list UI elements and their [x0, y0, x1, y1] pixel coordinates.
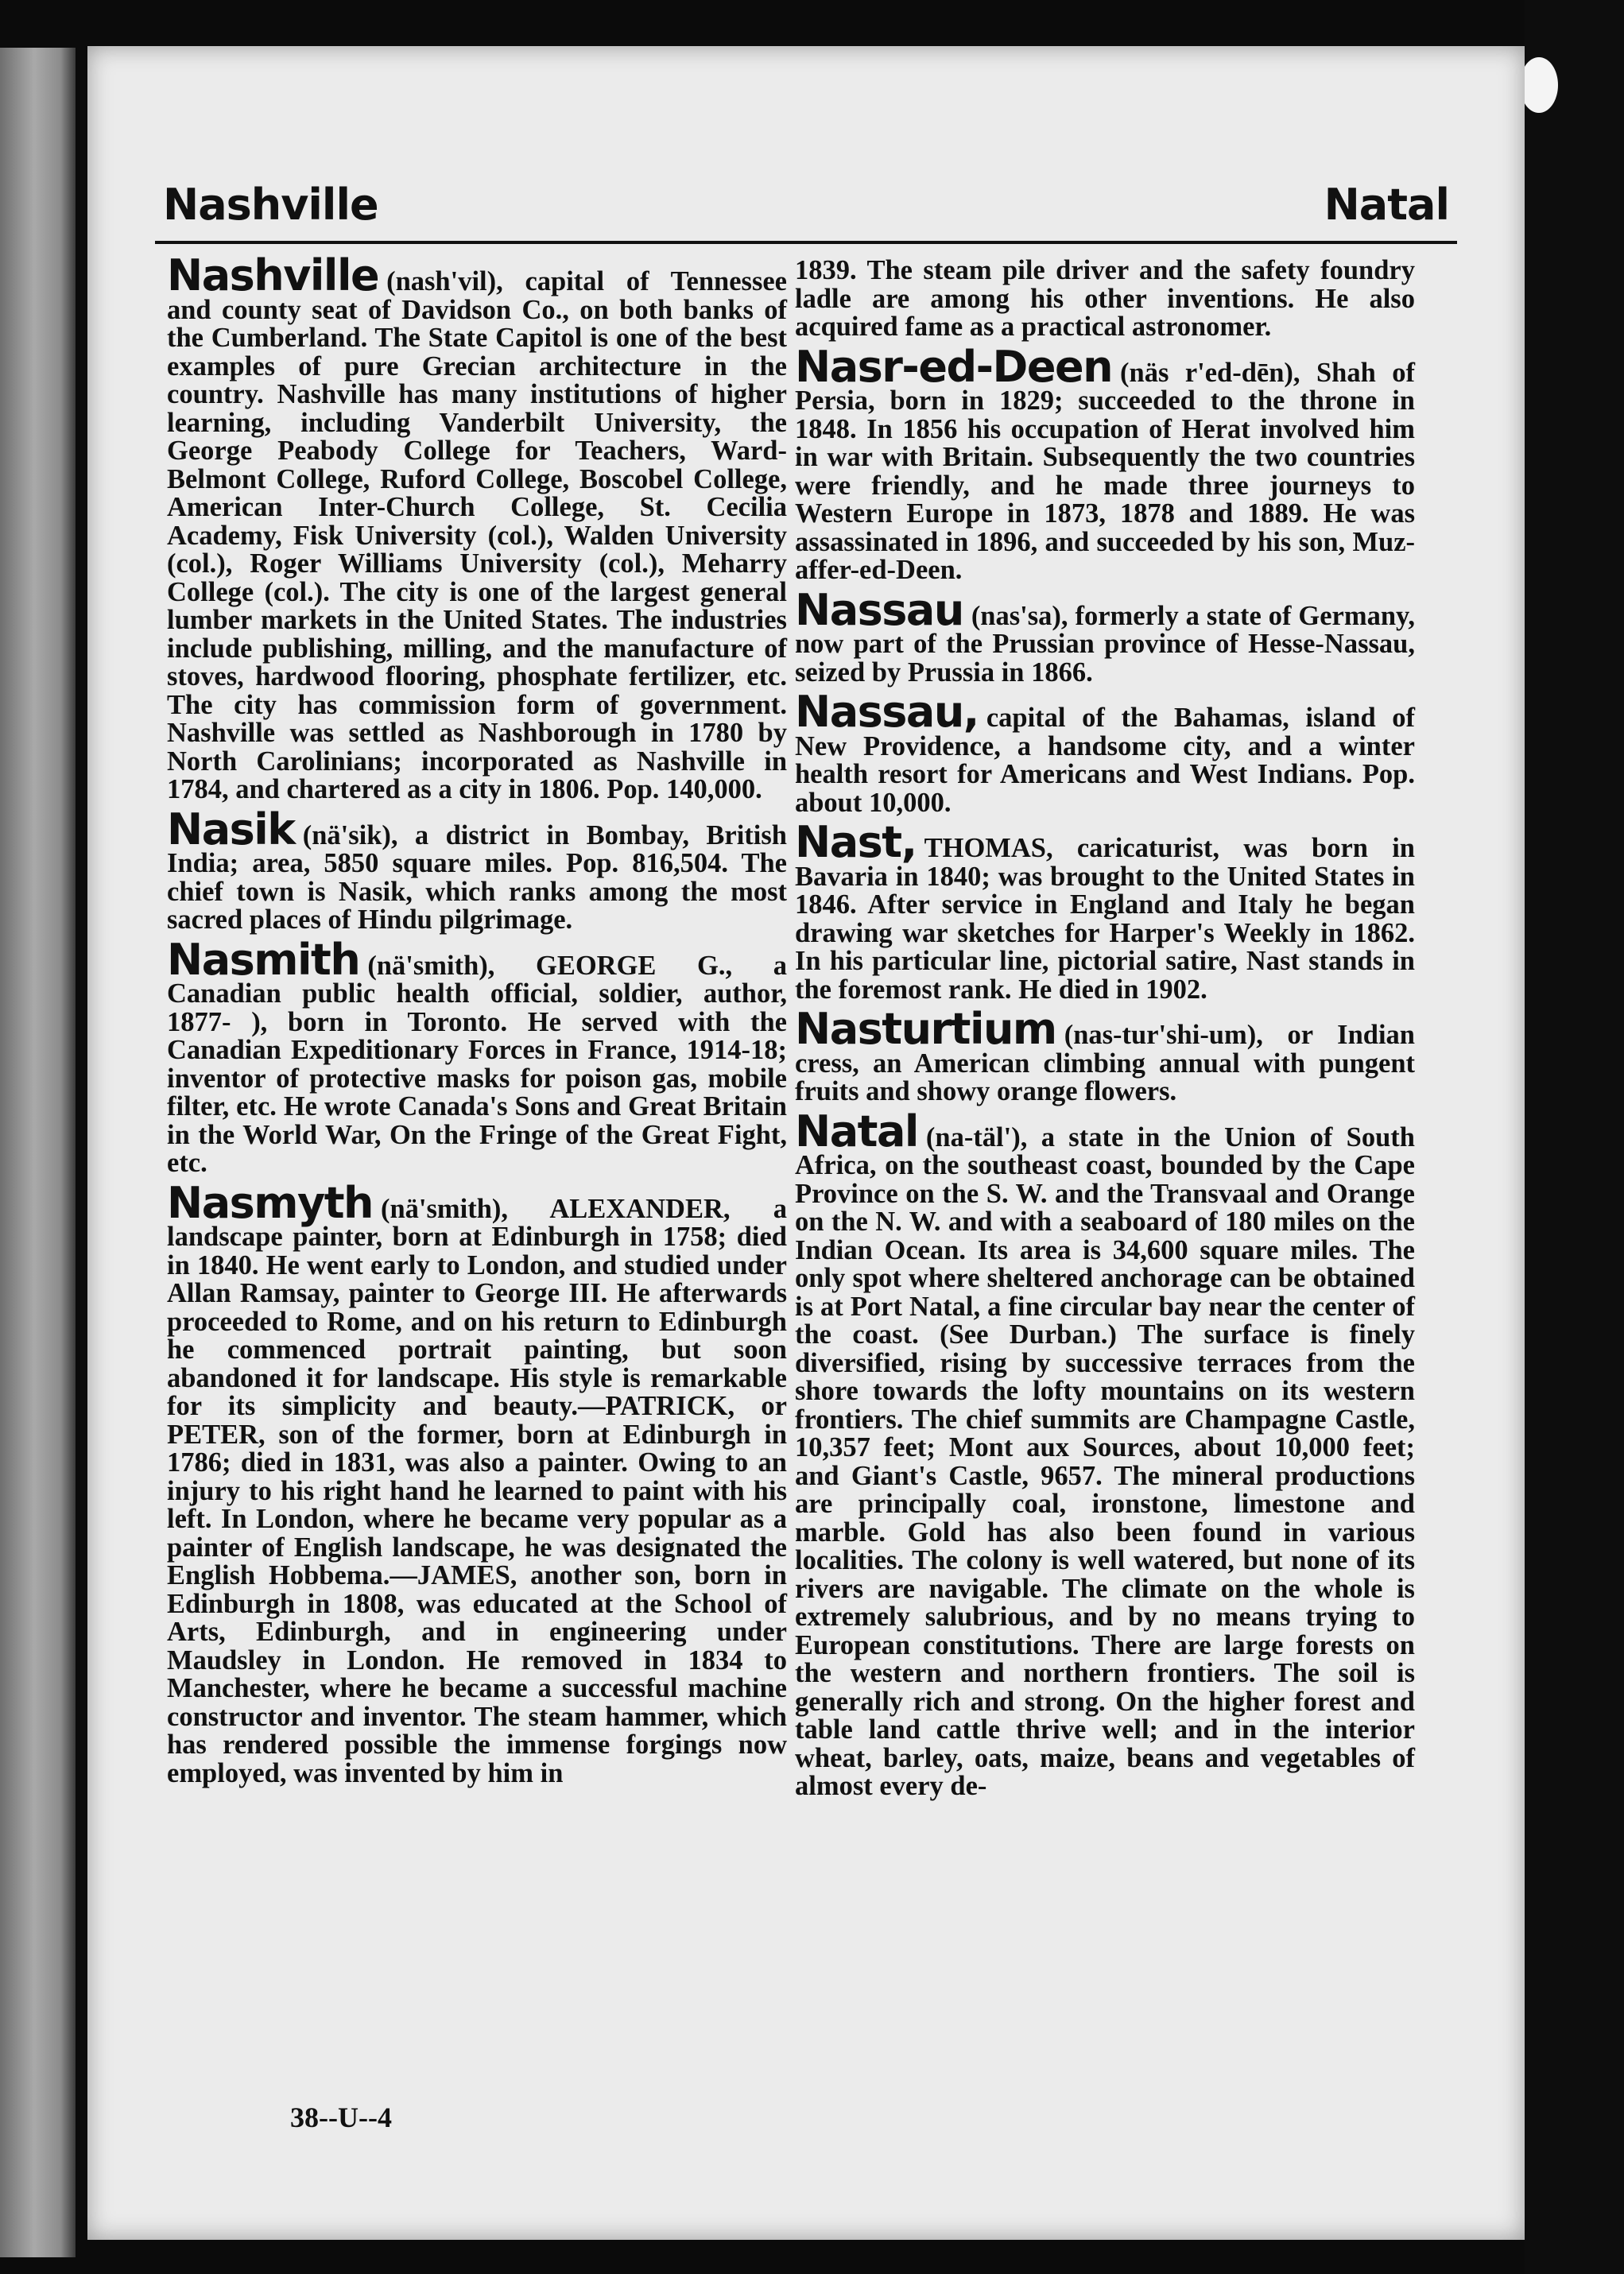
running-head-right: Natal	[1324, 180, 1449, 230]
entry-nasturtium	[795, 1004, 1415, 1106]
scan-background	[1525, 0, 1624, 2274]
signature-mark: 38--U--4	[290, 2102, 392, 2133]
scan-blot	[1520, 57, 1558, 113]
entry-nasik	[167, 804, 787, 935]
headword: Nast,	[795, 817, 917, 867]
entry-nasmith	[167, 934, 787, 1178]
entry-text: THOMAS, caricaturist, was born in Bavaria in 1840; was brought to the United States in 1846. After service in England and Italy he began drawing war sketches for Harper's Weekly in 1862. In his particular line, pictorial satire, Nast stands in the foremost rank. He died in 1902.	[795, 833, 1415, 1005]
entry-text: (na-täl'), a state in the Union of South Africa, on the southeast coast, bounded by the Cape Province on the S. W. and the Transvaal and Orange on the N. W. and with a seaboard of 180 miles on the Indian Ocean. Its area is 34,600 square miles. The only spot where sheltered anchorage can be obtained is at Port Natal, a fine circular bay near the center of the coast. (See Durban.) The surface is finely diversified, rising by successive terraces from the shore towards the lofty mountains on its western frontiers. The chief summits are Champagne Castle, 10,357 feet; Mont aux Sources, about 10,000 feet; and Giant's Castle, 9657. The mineral productions are principally coal, ironstone, limestone and marble. Gold has also been found in various localities. The colony is well watered, but none of its rivers are navigable. The climate on the whole is extremely salubrious, and by no means trying to European constitutions. There are large forests on the western and northern frontiers. The soil is generally rich and strong. On the higher forest and table land cattle thrive well; and in the interior wheat, barley, oats, maize, beans and vegetables of almost every de-	[795, 1122, 1415, 1801]
entry-nast	[795, 817, 1415, 1005]
headword: Nasturtium	[795, 1004, 1056, 1054]
headword: Nashville	[167, 250, 379, 300]
running-head-left: Nashville	[163, 180, 378, 230]
dictionary-page	[87, 46, 1525, 2240]
entry-text: (nash'vil), capital of Tennessee and county seat of Davidson Co., on both banks of the Cumberland. The State Capitol is one of the best examples of pure Grecian architecture in the country. Nashville has many institutions of higher learning, including Vanderbilt University, the George Peabody College for Teachers, Ward-Belmont College, Ruford College, Boscobel College, American Inter-Church College, St. Cecilia Academy, Fisk University (col.), Walden University (col.), Roger Williams University (col.), Meharry College (col.). The city is one of the largest general lumber markets in the United States. The industries include publishing, milling, and the manufacture of stoves, hardwood flooring, phosphate fertilizer, etc. The city has commission form of government. Nashville was settled as Nashborough in 1780 by North Carolinians; incorporated as Nashville in 1784, and chartered as a city in 1806. Pop. 140,000.	[167, 266, 787, 804]
entry-continuation	[795, 257, 1415, 342]
entry-text: (nä'smith), GEORGE G., a Canadian public health official, soldier, author, 1877- ), born in Toronto. He served with the Canadian Expeditionary Forces in France, 1914-18; inventor of protective masks for poison gas, mobile filter, etc. He wrote Canada's Sons and Great Britain in the World War, On the Fringe of the Great Fight, etc.	[167, 950, 787, 1178]
entry-text: (nas-tur'shi-um), or Indian cress, an American climbing annual with pungent fruits and showy orange flowers.	[795, 1020, 1415, 1106]
entry-nasr-ed-deen	[795, 341, 1415, 585]
entry-text: (näs r'ed-dēn), Shah of Persia, born in 1829; succeeded to the throne in 1848. In 1856 his occupation of Herat involved him in war with Britain. Subsequently the two countries were friendly, and he made three journeys to Western Europe in 1873, 1878 and 1889. He was assassinated in 1896, and succeeded by his son, Muz-affer-ed-Deen.	[795, 357, 1415, 585]
entry-text: (nä'sik), a district in Bombay, British India; area, 5850 square miles. Pop. 816,504. The chief town is Nasik, which ranks among the most sacred places of Hindu pilgrimage.	[167, 819, 787, 935]
headword: Nasr-ed-Deen	[795, 341, 1113, 392]
entry-nashville	[167, 250, 787, 804]
entry-nasmyth	[167, 1177, 787, 1788]
entry-natal	[795, 1106, 1415, 1801]
headword: Natal	[795, 1106, 918, 1156]
headword: Nasmyth	[167, 1177, 373, 1228]
running-head	[155, 122, 1457, 244]
right-column	[795, 257, 1415, 1807]
headword: Nassau,	[795, 687, 979, 737]
entry-text: capital of the Bahamas, island of New Providence, a handsome city, and a winter health resort for Americans and West Indians. Pop. about 10,000.	[795, 703, 1415, 818]
headword: Nassau	[795, 584, 963, 635]
entry-text: (nä'smith), ALEXANDER, a landscape painter, born at Edinburgh in 1758; died in 1840. He went early to London, and studied under Allan Ramsay, painter to George III. He afterwards proceeded to Rome, and on his return to Edinburgh he commenced portrait painting, but soon abandoned it for landscape. His style is remarkable for its simplicity and beauty.—PATRICK, or PETER, son of the former, born at Edinburgh in 1786; died in 1831, was also a painter. Owing to an injury to his right hand he learned to paint with his left. In London, where he became very popular as a painter of English landscape, he was designated the English Hobbema.—JAMES, another son, born in Edinburgh in 1808, was educated at the School of Arts, Edinburgh, and in engineering under Maudsley in London. He removed in 1834 to Manchester, where he became a successful machine constructor and inventor. The steam hammer, which has rendered possible the immense forgings now employed, was invented by him in	[167, 1193, 787, 1788]
entry-text: (nas'sa), formerly a state of Germany, now part of the Prussian province of Hesse-Nassau, seized by Prussia in 1866.	[795, 600, 1415, 688]
adjacent-page-edge	[0, 48, 76, 2257]
entry-nassau-germany	[795, 584, 1415, 688]
headword: Nasik	[167, 804, 295, 854]
headword: Nasmith	[167, 934, 360, 985]
left-column	[167, 250, 787, 1794]
entry-nassau-bahamas	[795, 687, 1415, 818]
entry-text: 1839. The steam pile driver and the safety foundry ladle are among his other inventions. He also acquired fame as a practical astronomer.	[795, 255, 1415, 342]
